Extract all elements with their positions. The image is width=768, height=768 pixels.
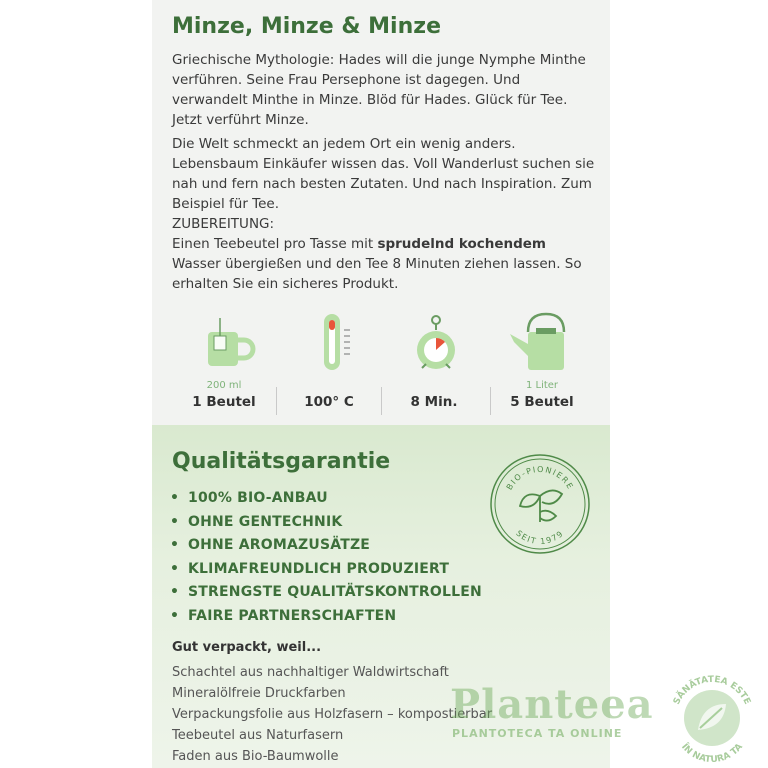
seal-bottom-text: SEIT 1979 <box>514 528 566 547</box>
stat-time-sub <box>382 380 486 394</box>
thermometer-icon <box>320 312 356 372</box>
packaging-item: Schachtel aus nachhaltiger Waldwirtschaft <box>172 665 449 680</box>
stat-time <box>382 380 486 410</box>
quality-title: Qualitätsgarantie <box>172 449 391 474</box>
watermark-badge-bottom: ÎN NATURA TA <box>679 742 745 766</box>
quality-item: • STRENGSTE QUALITÄTSKONTROLLEN <box>170 584 482 608</box>
kettle-icon <box>506 312 576 372</box>
stat-cup-bags: 1 Beutel <box>192 394 256 410</box>
bio-pioneer-seal <box>488 452 592 556</box>
mythology-paragraph: Griechische Mythologie: Hades will die junge Nymphe Minthe verführen. Seine Frau Persephone ist dagegen. Und verwandelt Minthe in Minze. Blöd für Hades. Glück für Tee. Jetzt verführt Minze. <box>172 52 586 128</box>
quality-item: • OHNE AROMAZUSÄTZE <box>170 537 482 561</box>
watermark-brand: Planteea <box>450 681 654 728</box>
quality-item: • FAIRE PARTNERSCHAFTEN <box>170 608 482 632</box>
svg-text:BIO-PIONIERE <box>505 465 575 492</box>
watermark-badge <box>662 668 762 768</box>
watermark-subtitle: PLANTOTECA TA ONLINE <box>452 727 623 740</box>
stat-time-value: 8 Min. <box>410 394 458 410</box>
stat-liter-volume: 1 Liter <box>525 380 559 391</box>
packaging-list <box>172 665 492 768</box>
preparation-text-b: Wasser übergießen und den Tee 8 Minuten ziehen lassen. So erhalten Sie ein sicheres Produkt. <box>172 256 582 292</box>
preparation-icons <box>172 312 590 372</box>
page-title: Minze, Minze & Minze <box>172 14 441 39</box>
preparation-heading: ZUBEREITUNG: <box>172 216 275 232</box>
stat-temperature-sub <box>277 380 381 394</box>
quality-item: • 100% BIO-ANBAU <box>170 490 482 514</box>
world-paragraph: Die Welt schmeckt an jedem Ort ein wenig anders. Lebensbaum Einkäufer wissen das. Voll Wanderlust suchen sie nah und fern nach besten Zutaten. Und nach Inspiration. Zum Beispiel für Tee. <box>172 136 595 212</box>
quality-list <box>170 490 482 631</box>
packaging-item: Verpackungsfolie aus Holzfasern – kompostierbar <box>172 707 493 722</box>
stat-cup-volume: 200 ml <box>206 380 242 391</box>
packaging-item: Mineralölfreie Druckfarben <box>172 686 346 701</box>
stat-cup <box>172 380 276 410</box>
packaging-item: Faden aus Bio-Baumwolle <box>172 749 339 764</box>
watermark-badge-top: SĂNĂTATEA ESTE <box>672 674 752 707</box>
quality-item: • KLIMAFREUNDLICH PRODUZIERT <box>170 561 482 585</box>
preparation-bold: sprudelnd kochendem <box>377 236 546 252</box>
stat-liter <box>490 380 594 410</box>
stat-temperature-value: 100° C <box>304 394 354 410</box>
packaging-item: Teebeutel aus Naturfasern <box>172 728 344 743</box>
timer-icon <box>414 312 458 372</box>
packaging-title: Gut verpackt, weil... <box>172 640 322 655</box>
svg-text:SEIT 1979 <box>514 529 565 547</box>
seal-top-text: BIO-PIONIERE <box>504 464 576 492</box>
preparation-stats <box>172 380 590 420</box>
stat-temperature <box>277 380 381 410</box>
stat-liter-bags: 5 Beutel <box>510 394 574 410</box>
preparation-block <box>172 214 597 294</box>
preparation-text-a: Einen Teebeutel pro Tasse mit <box>172 236 378 252</box>
cup-icon <box>202 312 256 370</box>
quality-item: • OHNE GENTECHNIK <box>170 514 482 538</box>
